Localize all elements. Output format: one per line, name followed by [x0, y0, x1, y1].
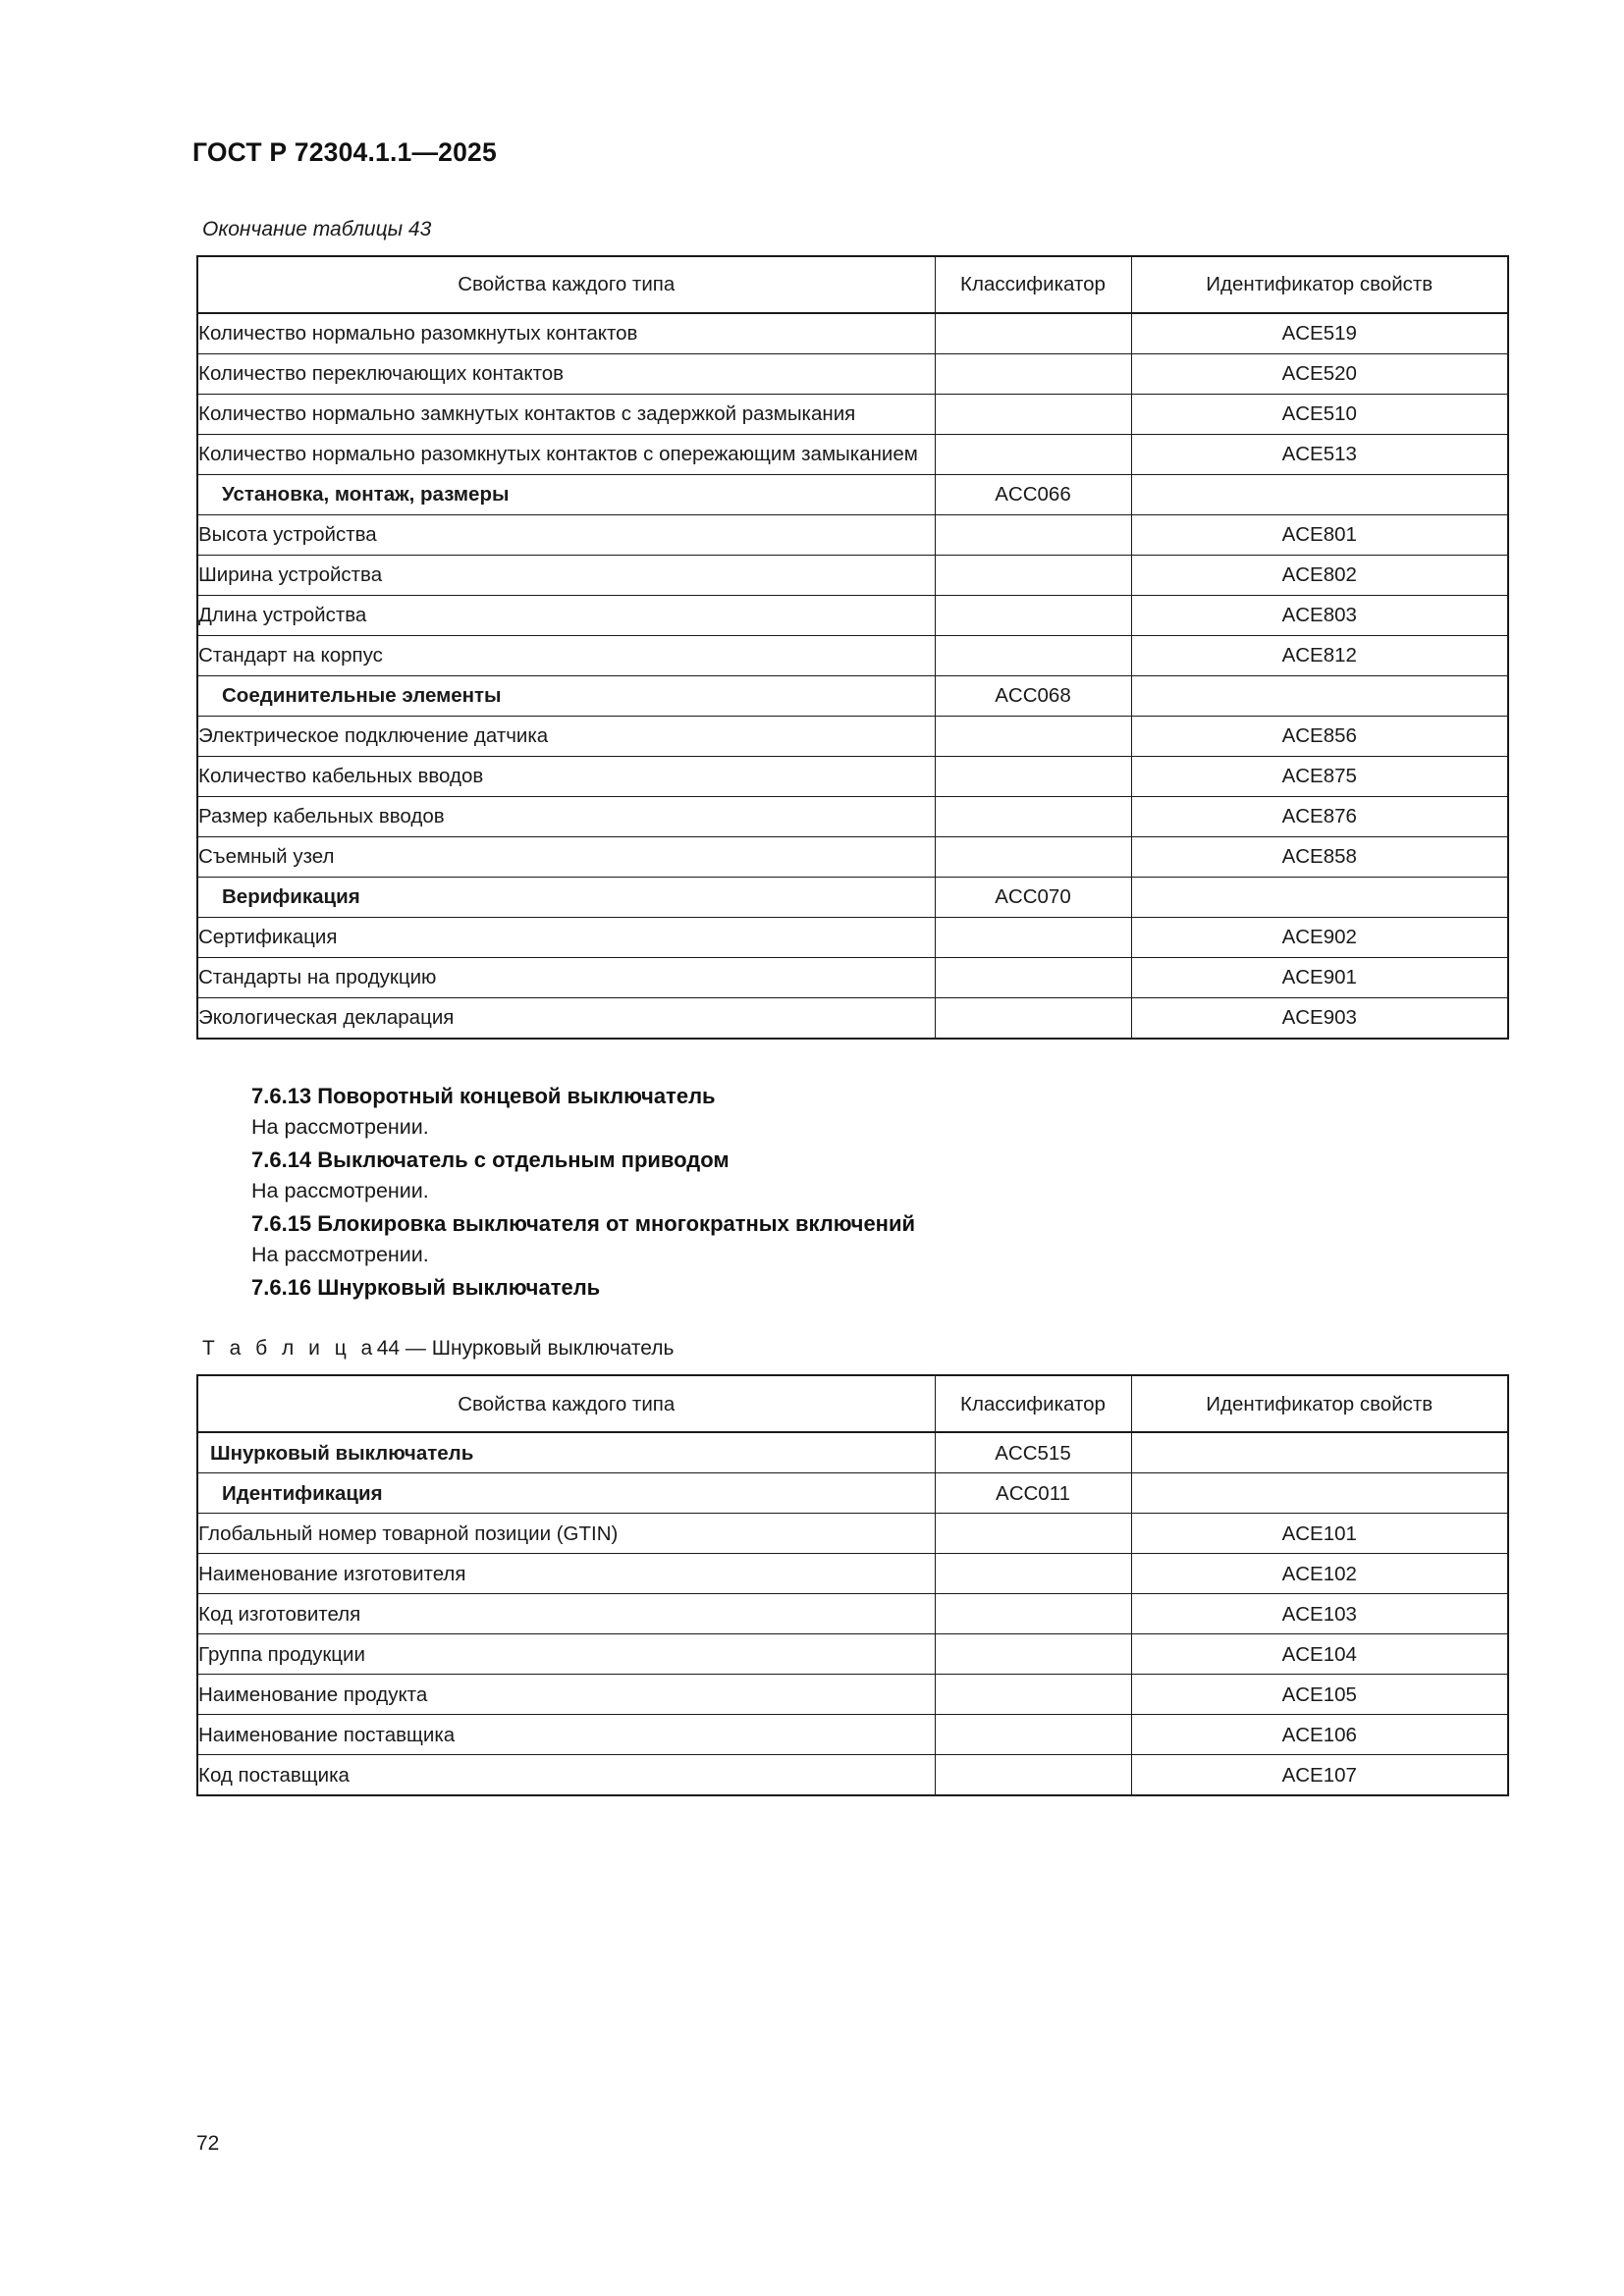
table-row — [197, 515, 1508, 556]
table-44 — [196, 1374, 1509, 1796]
cell-classifier — [935, 1675, 1131, 1715]
table-row — [197, 636, 1508, 676]
table-row — [197, 837, 1508, 878]
table-row — [197, 998, 1508, 1040]
cell-property-id: ACE107 — [1131, 1755, 1508, 1796]
cell-property-id — [1131, 676, 1508, 717]
table-44-caption — [196, 1337, 1507, 1361]
column-header-classifier: Классификатор — [935, 256, 1131, 313]
cell-property-id: ACE802 — [1131, 556, 1508, 596]
page-content — [196, 218, 1507, 1796]
cell-property: Количество переключающих контактов — [197, 354, 935, 395]
cell-property: Наименование поставщика — [197, 1715, 935, 1755]
cell-classifier — [935, 837, 1131, 878]
cell-property-group: Шнурковый выключатель — [197, 1432, 935, 1473]
cell-classifier — [935, 918, 1131, 958]
cell-property: Группа продукции — [197, 1634, 935, 1675]
cell-property: Количество нормально разомкнутых контактов с опережающим замыканием — [197, 435, 935, 475]
cell-property: Глобальный номер товарной позиции (GTIN) — [197, 1514, 935, 1554]
cell-classifier — [935, 958, 1131, 998]
cell-property-id: ACE102 — [1131, 1554, 1508, 1594]
cell-property: Количество кабельных вводов — [197, 757, 935, 797]
table-row — [197, 1715, 1508, 1755]
cell-property-id: ACE875 — [1131, 757, 1508, 797]
cell-property-id: ACE104 — [1131, 1634, 1508, 1675]
cell-classifier — [935, 354, 1131, 395]
cell-classifier — [935, 717, 1131, 757]
cell-property-id: ACE856 — [1131, 717, 1508, 757]
table-row — [197, 878, 1508, 918]
cell-classifier — [935, 797, 1131, 837]
cell-property: Ширина устройства — [197, 556, 935, 596]
cell-classifier — [935, 435, 1131, 475]
cell-property-id: ACE801 — [1131, 515, 1508, 556]
section-heading: 7.6.15 Блокировка выключателя от многократных включений — [251, 1211, 916, 1237]
cell-property-id: ACE903 — [1131, 998, 1508, 1040]
column-header-property-id: Идентификатор свойств — [1131, 1375, 1508, 1432]
cell-property-id: ACE812 — [1131, 636, 1508, 676]
cell-property: Съемный узел — [197, 837, 935, 878]
cell-property-id: ACE106 — [1131, 1715, 1508, 1755]
cell-property: Экологическая декларация — [197, 998, 935, 1040]
cell-property: Сертификация — [197, 918, 935, 958]
cell-property-id: ACE103 — [1131, 1594, 1508, 1634]
cell-classifier — [935, 757, 1131, 797]
cell-property-id: ACE101 — [1131, 1514, 1508, 1554]
section-heading: 7.6.16 Шнурковый выключатель — [251, 1275, 601, 1301]
column-header-property: Свойства каждого типа — [197, 1375, 935, 1432]
cell-property-id: ACE105 — [1131, 1675, 1508, 1715]
cell-property: Наименование продукта — [197, 1675, 935, 1715]
cell-property: Наименование изготовителя — [197, 1554, 935, 1594]
table-44-body — [197, 1432, 1508, 1795]
table-43-head — [197, 256, 1508, 313]
cell-property: Длина устройства — [197, 596, 935, 636]
table-row — [197, 395, 1508, 435]
column-header-property-id: Идентификатор свойств — [1131, 256, 1508, 313]
cell-classifier — [935, 1554, 1131, 1594]
cell-property: Размер кабельных вводов — [197, 797, 935, 837]
cell-classifier — [935, 1634, 1131, 1675]
cell-property: Количество нормально разомкнутых контактов — [197, 313, 935, 354]
cell-classifier — [935, 556, 1131, 596]
table-header-row — [197, 256, 1508, 313]
table-row — [197, 1675, 1508, 1715]
cell-property-id: ACE858 — [1131, 837, 1508, 878]
cell-classifier — [935, 636, 1131, 676]
table-44-caption-title: 44 — Шнурковый выключатель — [376, 1337, 675, 1361]
section-paragraph: На рассмотрении. — [251, 1243, 429, 1267]
table-row — [197, 958, 1508, 998]
table-43-body — [197, 313, 1508, 1039]
cell-classifier — [935, 313, 1131, 354]
cell-classifier — [935, 395, 1131, 435]
table-row — [197, 435, 1508, 475]
cell-property-id: ACE513 — [1131, 435, 1508, 475]
table-43 — [196, 255, 1509, 1040]
cell-classifier — [935, 998, 1131, 1040]
cell-property-id — [1131, 1473, 1508, 1514]
cell-property: Стандарт на корпус — [197, 636, 935, 676]
cell-property-id: ACE510 — [1131, 395, 1508, 435]
table-row — [197, 1514, 1508, 1554]
section-heading: 7.6.14 Выключатель с отдельным приводом — [251, 1148, 730, 1173]
cell-property-id — [1131, 878, 1508, 918]
table-row — [197, 556, 1508, 596]
cell-property-id: ACE901 — [1131, 958, 1508, 998]
sections-list — [196, 1081, 1507, 1304]
cell-property-group: Идентификация — [197, 1473, 935, 1514]
table-row — [197, 757, 1508, 797]
table-row — [197, 1634, 1508, 1675]
section-heading: 7.6.13 Поворотный концевой выключатель — [251, 1084, 716, 1108]
cell-classifier: ACC068 — [935, 676, 1131, 717]
cell-property-id: ACE902 — [1131, 918, 1508, 958]
cell-property: Код поставщика — [197, 1755, 935, 1796]
cell-property: Высота устройства — [197, 515, 935, 556]
table-row — [197, 1432, 1508, 1473]
table-row — [197, 313, 1508, 354]
table-43-caption: Окончание таблицы 43 — [202, 218, 432, 240]
table-row — [197, 1755, 1508, 1796]
section-paragraph: На рассмотрении. — [251, 1178, 429, 1202]
page-number: 72 — [196, 2132, 220, 2155]
cell-property-group: Установка, монтаж, размеры — [197, 475, 935, 515]
cell-classifier — [935, 1755, 1131, 1796]
cell-property-id: ACE520 — [1131, 354, 1508, 395]
running-head-standard-number: ГОСТ Р 72304.1.1—2025 — [192, 137, 497, 167]
cell-classifier: ACC515 — [935, 1432, 1131, 1473]
table-row — [197, 676, 1508, 717]
column-header-classifier: Классификатор — [935, 1375, 1131, 1432]
table-row — [197, 1554, 1508, 1594]
cell-property-group: Соединительные элементы — [197, 676, 935, 717]
table-row — [197, 1594, 1508, 1634]
cell-classifier — [935, 1715, 1131, 1755]
table-row — [197, 918, 1508, 958]
cell-property-id — [1131, 475, 1508, 515]
cell-property-id — [1131, 1432, 1508, 1473]
cell-classifier: ACC070 — [935, 878, 1131, 918]
cell-classifier — [935, 1514, 1131, 1554]
cell-property-id: ACE519 — [1131, 313, 1508, 354]
cell-property-group: Верификация — [197, 878, 935, 918]
cell-property: Электрическое подключение датчика — [197, 717, 935, 757]
table-44-head — [197, 1375, 1508, 1432]
cell-property: Стандарты на продукцию — [197, 958, 935, 998]
table-row — [197, 717, 1508, 757]
table-row — [197, 475, 1508, 515]
section-paragraph: На рассмотрении. — [251, 1114, 429, 1139]
table-row — [197, 354, 1508, 395]
table-row — [197, 596, 1508, 636]
cell-classifier — [935, 515, 1131, 556]
column-header-property: Свойства каждого типа — [197, 256, 935, 313]
table-44-caption-label: Т а б л и ц а — [202, 1337, 377, 1361]
table-row — [197, 797, 1508, 837]
cell-classifier — [935, 1594, 1131, 1634]
table-row — [197, 1473, 1508, 1514]
table-header-row — [197, 1375, 1508, 1432]
cell-property: Количество нормально замкнутых контактов с задержкой размыкания — [197, 395, 935, 435]
cell-property-id: ACE803 — [1131, 596, 1508, 636]
cell-classifier — [935, 596, 1131, 636]
cell-classifier: ACC066 — [935, 475, 1131, 515]
cell-classifier: ACC011 — [935, 1473, 1131, 1514]
cell-property-id: ACE876 — [1131, 797, 1508, 837]
cell-property: Код изготовителя — [197, 1594, 935, 1634]
